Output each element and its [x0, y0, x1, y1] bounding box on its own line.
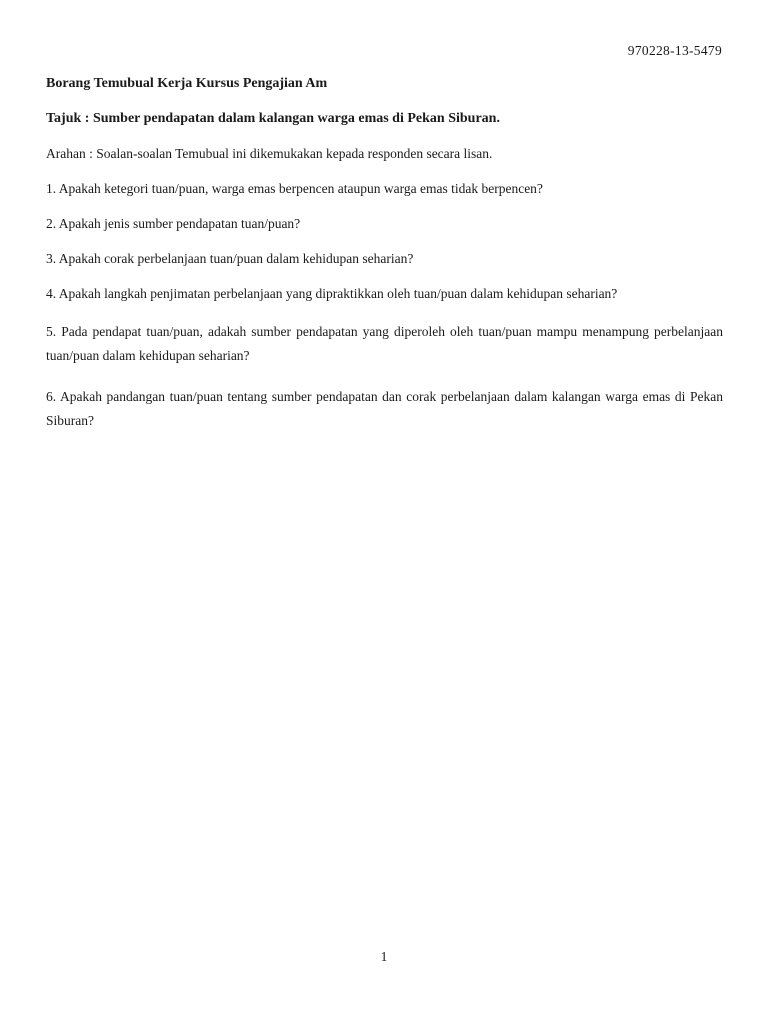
topic-heading: Tajuk : Sumber pendapatan dalam kalangan warga emas di Pekan Siburan. — [46, 111, 500, 126]
document-id-number: 970228-13-5479 — [627, 43, 722, 58]
question-1: 1. Apakah ketegori tuan/puan, warga emas berpencen ataupun warga emas tidak berpencen? — [46, 181, 543, 196]
document-content — [46, 75, 723, 450]
page-number: 1 — [380, 949, 388, 964]
question-4: 4. Apakah langkah penjimatan perbelanjaan yang dipraktikkan oleh tuan/puan dalam kehidupan seharian? — [46, 286, 618, 301]
question-6: 6. Apakah pandangan tuan/puan tentang sumber pendapatan dan corak perbelanjaan dalam kalangan warga emas di Pekan Siburan? — [46, 389, 723, 428]
question-3: 3. Apakah corak perbelanjaan tuan/puan dalam kehidupan seharian? — [46, 251, 414, 266]
form-title: Borang Temubual Kerja Kursus Pengajian Am — [46, 76, 328, 91]
question-2: 2. Apakah jenis sumber pendapatan tuan/puan? — [46, 216, 301, 231]
question-5: 5. Pada pendapat tuan/puan, adakah sumber pendapatan yang diperoleh oleh tuan/puan mampu menampung perbelanjaan tuan/puan dalam kehidupan seharian? — [46, 324, 723, 363]
instruction-text: Arahan : Soalan-soalan Temubual ini dikemukakan kepada responden secara lisan. — [46, 146, 493, 161]
